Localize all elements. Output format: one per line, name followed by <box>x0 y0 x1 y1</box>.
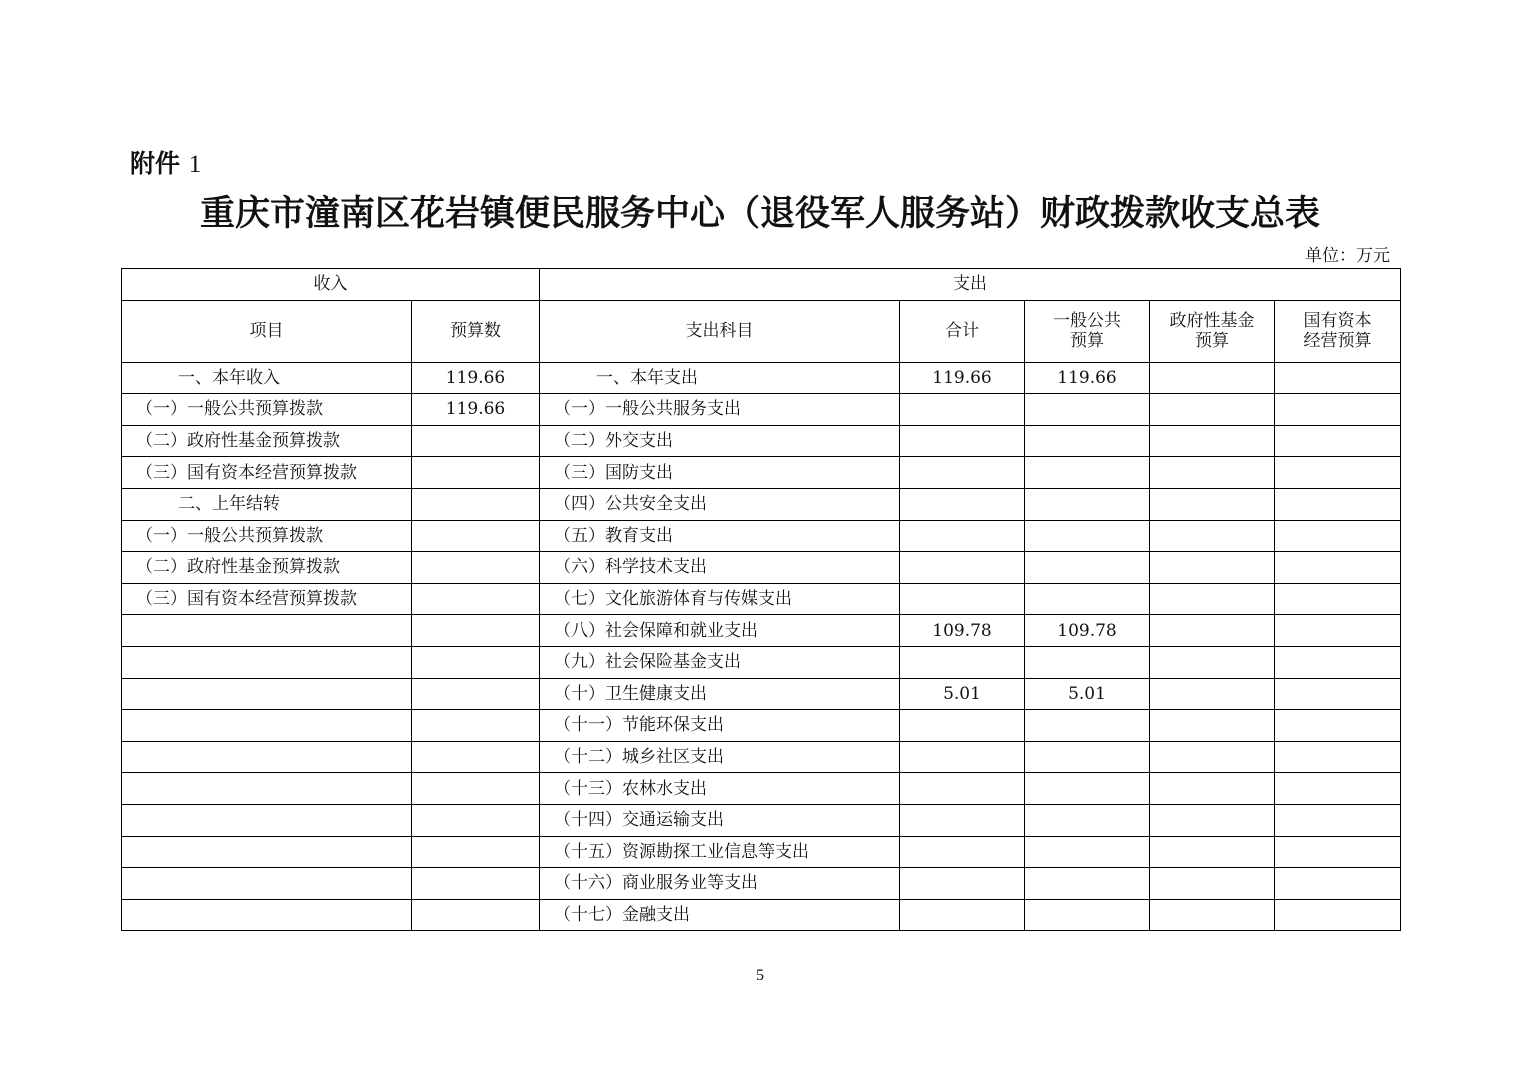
cell-item <box>122 710 412 742</box>
cell-budget <box>412 457 540 489</box>
cell-general <box>1025 646 1150 678</box>
cell-fund <box>1150 646 1275 678</box>
cell-fund <box>1150 488 1275 520</box>
header-budget: 预算数 <box>412 300 540 362</box>
cell-subject: （六）科学技术支出 <box>540 552 900 584</box>
cell-item: （一）一般公共预算拨款 <box>122 520 412 552</box>
header-general-budget <box>1025 300 1150 362</box>
cell-subject: （一）一般公共服务支出 <box>540 394 900 426</box>
cell-subject: （二）外交支出 <box>540 425 900 457</box>
cell-subject: （九）社会保险基金支出 <box>540 646 900 678</box>
page-number: 5 <box>756 967 764 984</box>
cell-item: （二）政府性基金预算拨款 <box>122 552 412 584</box>
cell-item: 二、上年结转 <box>122 488 412 520</box>
cell-capital <box>1275 488 1401 520</box>
cell-fund <box>1150 773 1275 805</box>
cell-general: 119.66 <box>1025 362 1150 394</box>
cell-total: 109.78 <box>900 615 1025 647</box>
cell-budget: 119.66 <box>412 394 540 426</box>
cell-total <box>900 773 1025 805</box>
cell-capital <box>1275 552 1401 584</box>
cell-capital <box>1275 394 1401 426</box>
cell-subject: （十六）商业服务业等支出 <box>540 868 900 900</box>
header-capital-budget <box>1275 300 1401 362</box>
table-row <box>122 868 1401 900</box>
cell-total <box>900 646 1025 678</box>
cell-fund <box>1150 615 1275 647</box>
cell-item <box>122 804 412 836</box>
table-row <box>122 394 1401 426</box>
table-row <box>122 552 1401 584</box>
header-subject: 支出科目 <box>540 300 900 362</box>
cell-fund <box>1150 710 1275 742</box>
cell-total <box>900 868 1025 900</box>
cell-general <box>1025 710 1150 742</box>
attachment-text: 附件 <box>130 149 181 178</box>
cell-item <box>122 836 412 868</box>
attachment-number: 1 <box>188 151 202 178</box>
table-row <box>122 615 1401 647</box>
table-row <box>122 520 1401 552</box>
cell-general <box>1025 425 1150 457</box>
cell-capital <box>1275 868 1401 900</box>
header-general-line1: 一般公共 <box>1053 311 1121 332</box>
cell-total <box>900 741 1025 773</box>
cell-general <box>1025 583 1150 615</box>
cell-general <box>1025 899 1150 931</box>
cell-budget <box>412 615 540 647</box>
cell-total <box>900 394 1025 426</box>
cell-subject: （十二）城乡社区支出 <box>540 741 900 773</box>
cell-item <box>122 646 412 678</box>
cell-capital <box>1275 520 1401 552</box>
cell-capital <box>1275 741 1401 773</box>
table-row <box>122 710 1401 742</box>
cell-budget <box>412 773 540 805</box>
cell-budget <box>412 678 540 710</box>
cell-total <box>900 520 1025 552</box>
cell-fund <box>1150 520 1275 552</box>
table-row <box>122 773 1401 805</box>
cell-general <box>1025 488 1150 520</box>
column-header-row <box>122 300 1401 362</box>
header-item: 项目 <box>122 300 412 362</box>
cell-fund <box>1150 836 1275 868</box>
cell-fund <box>1150 552 1275 584</box>
cell-general <box>1025 804 1150 836</box>
cell-total <box>900 425 1025 457</box>
cell-subject: （八）社会保障和就业支出 <box>540 615 900 647</box>
table-row <box>122 899 1401 931</box>
cell-general <box>1025 741 1150 773</box>
cell-total <box>900 583 1025 615</box>
cell-item: （一）一般公共预算拨款 <box>122 394 412 426</box>
cell-total <box>900 836 1025 868</box>
cell-capital <box>1275 710 1401 742</box>
table-row <box>122 741 1401 773</box>
cell-item <box>122 868 412 900</box>
cell-fund <box>1150 804 1275 836</box>
cell-budget <box>412 741 540 773</box>
cell-fund <box>1150 394 1275 426</box>
attachment-label <box>130 144 201 180</box>
cell-total <box>900 457 1025 489</box>
cell-total <box>900 899 1025 931</box>
cell-capital <box>1275 646 1401 678</box>
cell-capital <box>1275 678 1401 710</box>
cell-item <box>122 741 412 773</box>
cell-subject: （十五）资源勘探工业信息等支出 <box>540 836 900 868</box>
cell-subject: （十四）交通运输支出 <box>540 804 900 836</box>
cell-budget: 119.66 <box>412 362 540 394</box>
income-group-header: 收入 <box>122 269 540 301</box>
table-row <box>122 457 1401 489</box>
cell-fund <box>1150 362 1275 394</box>
table-row <box>122 646 1401 678</box>
cell-budget <box>412 710 540 742</box>
cell-item <box>122 773 412 805</box>
cell-budget <box>412 804 540 836</box>
table-row <box>122 836 1401 868</box>
cell-capital <box>1275 773 1401 805</box>
cell-capital <box>1275 457 1401 489</box>
cell-general <box>1025 457 1150 489</box>
cell-capital <box>1275 836 1401 868</box>
cell-subject: （十三）农林水支出 <box>540 773 900 805</box>
cell-total <box>900 710 1025 742</box>
cell-budget <box>412 583 540 615</box>
cell-general <box>1025 868 1150 900</box>
header-fund-line2: 预算 <box>1195 331 1229 352</box>
cell-capital <box>1275 425 1401 457</box>
cell-fund <box>1150 425 1275 457</box>
cell-general <box>1025 520 1150 552</box>
cell-subject: （十）卫生健康支出 <box>540 678 900 710</box>
cell-item <box>122 899 412 931</box>
header-general-line2: 预算 <box>1070 331 1104 352</box>
cell-total <box>900 488 1025 520</box>
header-fund-line1: 政府性基金 <box>1169 311 1255 332</box>
cell-fund <box>1150 899 1275 931</box>
cell-budget <box>412 646 540 678</box>
cell-capital <box>1275 804 1401 836</box>
cell-total: 5.01 <box>900 678 1025 710</box>
cell-item <box>122 615 412 647</box>
cell-fund <box>1150 678 1275 710</box>
cell-general: 5.01 <box>1025 678 1150 710</box>
cell-item: （三）国有资本经营预算拨款 <box>122 457 412 489</box>
cell-capital <box>1275 899 1401 931</box>
cell-capital <box>1275 362 1401 394</box>
cell-subject: （十一）节能环保支出 <box>540 710 900 742</box>
cell-total: 119.66 <box>900 362 1025 394</box>
cell-item: （二）政府性基金预算拨款 <box>122 425 412 457</box>
cell-total <box>900 552 1025 584</box>
table-row <box>122 488 1401 520</box>
header-capital-line1: 国有资本 <box>1303 311 1372 332</box>
cell-budget <box>412 836 540 868</box>
cell-subject: （五）教育支出 <box>540 520 900 552</box>
cell-item: （三）国有资本经营预算拨款 <box>122 583 412 615</box>
cell-subject: （四）公共安全支出 <box>540 488 900 520</box>
table-row <box>122 678 1401 710</box>
cell-fund <box>1150 457 1275 489</box>
cell-total <box>900 804 1025 836</box>
cell-general <box>1025 394 1150 426</box>
cell-subject: 一、本年支出 <box>540 362 900 394</box>
cell-budget <box>412 552 540 584</box>
group-header-row <box>122 269 1401 301</box>
cell-subject: （三）国防支出 <box>540 457 900 489</box>
cell-general: 109.78 <box>1025 615 1150 647</box>
table-row <box>122 362 1401 394</box>
header-fund-budget <box>1150 300 1275 362</box>
cell-budget <box>412 868 540 900</box>
unit-label: 单位：万元 <box>1305 246 1390 266</box>
cell-item <box>122 678 412 710</box>
cell-budget <box>412 899 540 931</box>
cell-item: 一、本年收入 <box>122 362 412 394</box>
cell-fund <box>1150 741 1275 773</box>
cell-capital <box>1275 583 1401 615</box>
cell-budget <box>412 520 540 552</box>
cell-budget <box>412 425 540 457</box>
cell-general <box>1025 552 1150 584</box>
budget-summary-table <box>121 268 1401 931</box>
page-title: 重庆市潼南区花岩镇便民服务中心（退役军人服务站）财政拨款收支总表 <box>199 194 1320 234</box>
table-row <box>122 804 1401 836</box>
cell-general <box>1025 773 1150 805</box>
expense-group-header: 支出 <box>540 269 1401 301</box>
cell-general <box>1025 836 1150 868</box>
cell-subject: （七）文化旅游体育与传媒支出 <box>540 583 900 615</box>
cell-fund <box>1150 583 1275 615</box>
header-capital-line2: 经营预算 <box>1303 331 1372 352</box>
cell-subject: （十七）金融支出 <box>540 899 900 931</box>
cell-capital <box>1275 615 1401 647</box>
cell-fund <box>1150 868 1275 900</box>
table-row <box>122 583 1401 615</box>
table-row <box>122 425 1401 457</box>
cell-budget <box>412 488 540 520</box>
header-total: 合计 <box>900 300 1025 362</box>
